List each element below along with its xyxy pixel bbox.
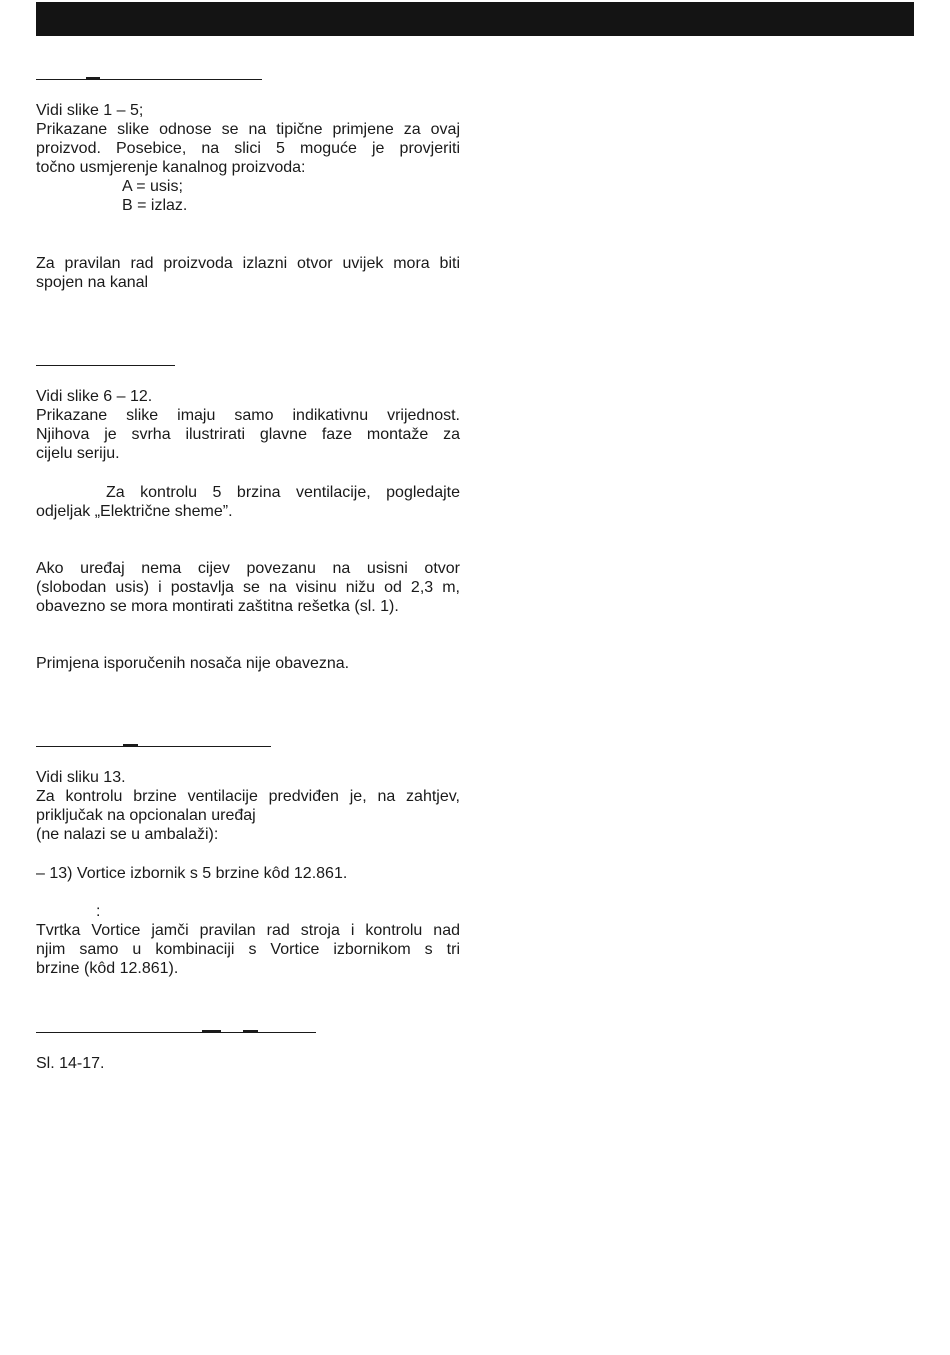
- section-4-text: [36, 1054, 460, 1073]
- section-2-para-3-line-2: (slobodan usis) i postavlja se na visinu nižu od 2,3 m,: [36, 579, 460, 596]
- section-1-line-5: A = usis;: [122, 178, 183, 195]
- section-1-line-4: točno usmjerenje kanalnog proizvoda:: [36, 159, 306, 176]
- section-3-para-2-line-1: Tvrtka Vortice jamči pravilan rad stroja i kontrolu nad: [36, 922, 460, 939]
- section-4-line-1: Sl. 14-17.: [36, 1055, 105, 1072]
- section-3-colon: [36, 902, 460, 921]
- section-2-paragraph-3: [36, 559, 460, 616]
- section-1-text: [36, 101, 460, 215]
- section-2-para-4-line-1: Primjena isporučenih nosača nije obavezna.: [36, 655, 350, 672]
- section-2-para-2-line-1: Za kontrolu 5 brzina ventilacije, pogledajte: [106, 484, 460, 501]
- section-2-paragraph-2: [36, 483, 460, 521]
- section-2-para-3-line-3: obavezno se mora montirati zaštitna rešetka (sl. 1).: [36, 598, 399, 615]
- section-3-paragraph-2: [36, 921, 460, 978]
- section-1-line-6: B = izlaz.: [122, 197, 188, 214]
- section-2-para-1-line-4: cijelu seriju.: [36, 445, 120, 462]
- section-2-para-2-line-2: odjeljak „Električne sheme”.: [36, 503, 233, 520]
- section-2-heading-rule: [36, 365, 175, 366]
- section-3-para-2-line-3: brzine (kôd 12.861).: [36, 960, 179, 977]
- section-1-line-1: Vidi slike 1 – 5;: [36, 102, 144, 119]
- section-2-para-3-line-1: Ako uređaj nema cijev povezanu na usisni otvor: [36, 560, 460, 577]
- section-2-para-1-line-1: Vidi slike 6 – 12.: [36, 388, 153, 405]
- section-1-para-2-line-2: spojen na kanal: [36, 274, 149, 291]
- section-1-line-3: proizvod. Posebice, na slici 5 moguće je provjeriti: [36, 140, 460, 157]
- section-2-paragraph-1: [36, 387, 460, 463]
- section-3-para-1-line-3: priključak na opcionalan uređaj: [36, 807, 256, 824]
- section-3-list-item: [36, 864, 460, 883]
- section-3-heading-rule: [36, 746, 271, 747]
- section-2-para-1-line-3: Njihova je svrha ilustrirati glavne faze montaže za: [36, 426, 460, 443]
- section-1-heading-rule: [36, 79, 262, 80]
- section-3-para-1-line-1: Vidi sliku 13.: [36, 769, 126, 786]
- header-bar: [36, 2, 914, 36]
- section-3-item-line: – 13) Vortice izbornik s 5 brzine kôd 12.861.: [36, 865, 348, 882]
- section-4-heading-rule: [36, 1032, 316, 1033]
- section-3-paragraph-1: [36, 768, 460, 844]
- section-1-paragraph-2: [36, 254, 460, 292]
- section-1-line-2: Prikazane slike odnose se na tipične primjene za ovaj: [36, 121, 460, 138]
- section-1-para-2-line-1: Za pravilan rad proizvoda izlazni otvor uvijek mora biti: [36, 255, 460, 272]
- section-3-colon-mark: :: [96, 903, 101, 920]
- section-3-para-2-line-2: njim samo u kombinaciji s Vortice izbornikom s tri: [36, 941, 460, 958]
- section-3-para-1-line-4: (ne nalazi se u ambalaži):: [36, 826, 219, 843]
- section-2-para-1-line-2: Prikazane slike imaju samo indikativnu vrijednost.: [36, 407, 460, 424]
- section-3-para-1-line-2: Za kontrolu brzine ventilacije predviđen je, na zahtjev,: [36, 788, 460, 805]
- section-2-paragraph-4: [36, 654, 460, 673]
